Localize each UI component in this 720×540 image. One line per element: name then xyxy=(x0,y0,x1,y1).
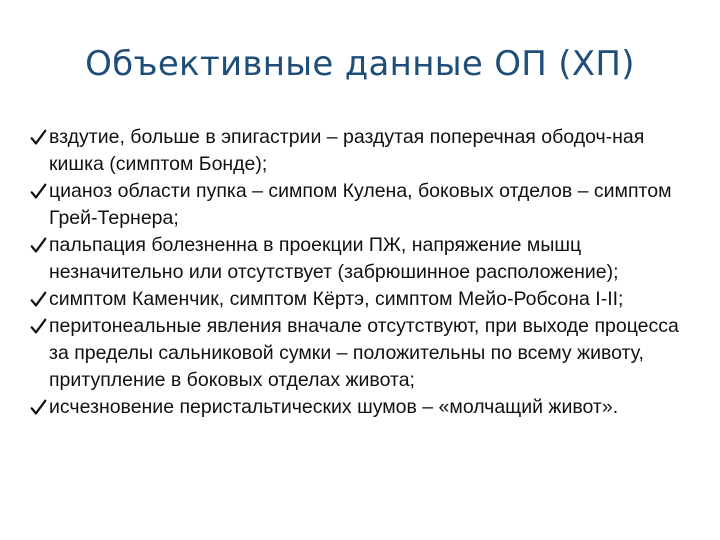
bullet-text: перитонеальные явления вначале отсутствуют, при выходе процесса за пределы сальниковой сумки – положительны по всему животу, притупление в боковых отделах живота; xyxy=(49,315,679,391)
list-item xyxy=(30,178,698,232)
bullet-list xyxy=(30,124,698,421)
checkmark-icon xyxy=(30,129,47,146)
bullet-text: симптом Каменчик, симптом Кёртэ, симптом Мейо-Робсона I-II; xyxy=(49,288,624,310)
bullet-text: цианоз области пупка – симпом Кулена, боковых отделов – симптом Грей-Тернера; xyxy=(49,180,672,229)
list-item xyxy=(30,232,698,286)
checkmark-icon xyxy=(30,291,47,308)
slide-title: Объективные данные ОП (ХП) xyxy=(85,44,635,84)
checkmark-icon xyxy=(30,237,47,254)
bullet-text: пальпация болезненна в проекции ПЖ, напряжение мышц незначительно или отсутствует (забрюшинное расположение); xyxy=(49,234,619,283)
list-item xyxy=(30,313,698,394)
checkmark-icon xyxy=(30,399,47,416)
list-item xyxy=(30,286,698,313)
bullet-text: вздутие, больше в эпигастрии – раздутая поперечная ободоч-ная кишка (симптом Бонде); xyxy=(49,126,645,175)
bullet-text: исчезновение перистальтических шумов – «молчащий живот». xyxy=(49,396,619,418)
checkmark-icon xyxy=(30,318,47,335)
list-item xyxy=(30,394,698,421)
checkmark-icon xyxy=(30,183,47,200)
list-item xyxy=(30,124,698,178)
